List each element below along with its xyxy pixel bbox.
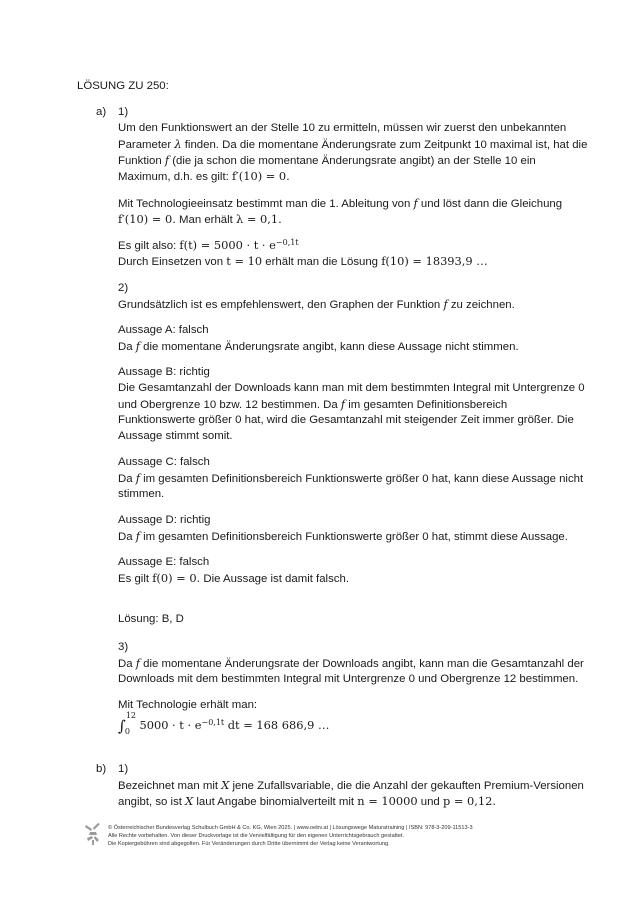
b1-line-1: Bezeichnet man mit X jene Zufallsvariable, die die Anzahl der gekauften Premium-Versionen xyxy=(118,778,584,792)
statement-b-line-2: und Obergrenze 10 bzw. 12 bestimmen. Da f im gesamten Definitionsbereich xyxy=(118,397,508,411)
b1-line-2: angibt, so ist X laut Angabe binomialverteilt mit n = 10000 und p = 0,12. xyxy=(118,794,496,808)
a1-line-4: Maximum, d.h. es gilt: f′(10) = 0. xyxy=(118,169,290,183)
a1-line-6: f′(10) = 0. Man erhält λ = 0,1. xyxy=(118,212,282,226)
a1-line-8: Durch Einsetzen von t = 10 erhält man die Lösung f(10) = 18393,9 … xyxy=(118,254,488,268)
statement-c-line-2: stimmen. xyxy=(118,488,165,500)
a2-result: Lösung: B, D xyxy=(118,613,184,625)
statement-b-heading: Aussage B: richtig xyxy=(118,366,210,378)
part-a-label: a) xyxy=(96,106,107,118)
b1-number: 1) xyxy=(118,763,129,775)
statement-c-heading: Aussage C: falsch xyxy=(118,456,210,468)
a3-line-3: Mit Technologie erhält man: xyxy=(118,699,258,711)
page-heading: LÖSUNG ZU 250: xyxy=(77,80,169,92)
footer-line-1: © Österreichischer Bundesverlag Schulbuch GmbH & Co. KG, Wien 2025. | www.oebv.at | Lösungswege Maturatraining | ISBN: 978-3-209-11513-3 xyxy=(108,825,473,831)
integral-sign: ∫ xyxy=(118,717,126,735)
publisher-logo-icon xyxy=(84,823,102,845)
a2-intro: Grundsätzlich ist es empfehlenswert, den Graphen der Funktion f zu zeichnen. xyxy=(118,297,515,311)
a1-line-7: Es gilt also: $f(t) = 5000 \cdot t \cdot e^{-0,1t}$ xyxy=(118,238,299,252)
a3-number: 3) xyxy=(118,641,129,653)
footer-line-2: Alle Rechte vorbehalten. Von dieser Druckvorlage ist die Vervielfältigung für den eigenen Unterrichtsgebrauch gestattet. xyxy=(108,833,405,839)
a1-line-1: Um den Funktionswert an der Stelle 10 zu ermitteln, müssen wir zuerst den unbekannten xyxy=(118,122,567,134)
a3-integral: ∫ 12 0 $5000 \cdot t \cdot e^{-0,1t}$ dt = 168 686,9 … xyxy=(118,711,330,736)
a1-line-5: Mit Technologieeinsatz bestimmt man die 1. Ableitung von f und löst dann die Gleichung xyxy=(118,196,563,210)
a1-line-2: Parameter λ finden. Da die momentane Änderungsrate zum Zeitpunkt 10 maximal ist, hat die xyxy=(118,137,588,151)
statement-a-text: Da f die momentane Änderungsrate angibt, kann diese Aussage nicht stimmen. xyxy=(118,339,519,353)
statement-e-text: Es gilt f(0) = 0. Die Aussage ist damit falsch. xyxy=(118,571,349,585)
statement-b-line-3: Funktionswerte größer 0 hat, wird die Gesamtanzahl mit steigender Zeit immer größer. Die xyxy=(118,414,574,426)
a1-number: 1) xyxy=(118,106,129,118)
a1-line-3: Funktion f (die ja schon die momentane Änderungsrate angibt) an der Stelle 10 ein xyxy=(118,153,536,167)
statement-b-line-4: Aussage stimmt somit. xyxy=(118,430,233,442)
statement-c-line-1: Da f im gesamten Definitionsbereich Funktionswerte größer 0 hat, kann diese Aussage nicht xyxy=(118,471,584,485)
footer-line-3: Die Kopiergebühren sind abgegolten. Für Veränderungen durch Dritte übernimmt der Verlag keine Verantwortung. xyxy=(108,841,390,847)
a3-line-2: Downloads mit dem bestimmten Integral mit Untergrenze 0 und Obergrenze 12 bestimmen. xyxy=(118,673,579,685)
statement-b-line-1: Die Gesamtanzahl der Downloads kann man mit dem bestimmten Integral mit Untergrenze 0 xyxy=(118,382,585,394)
statement-d-text: Da f im gesamten Definitionsbereich Funktionswerte größer 0 hat, stimmt diese Aussage. xyxy=(118,529,568,543)
statement-d-heading: Aussage D: richtig xyxy=(118,514,211,526)
statement-a-heading: Aussage A: falsch xyxy=(118,324,209,336)
integral-upper-bound: 12 xyxy=(125,711,137,720)
part-b-label: b) xyxy=(96,763,107,775)
integral-lower-bound: 0 xyxy=(124,727,130,736)
a3-line-1: Da f die momentane Änderungsrate der Downloads angibt, kann man die Gesamtanzahl der xyxy=(118,656,584,670)
a2-number: 2) xyxy=(118,282,129,294)
statement-e-heading: Aussage E: falsch xyxy=(118,556,210,568)
